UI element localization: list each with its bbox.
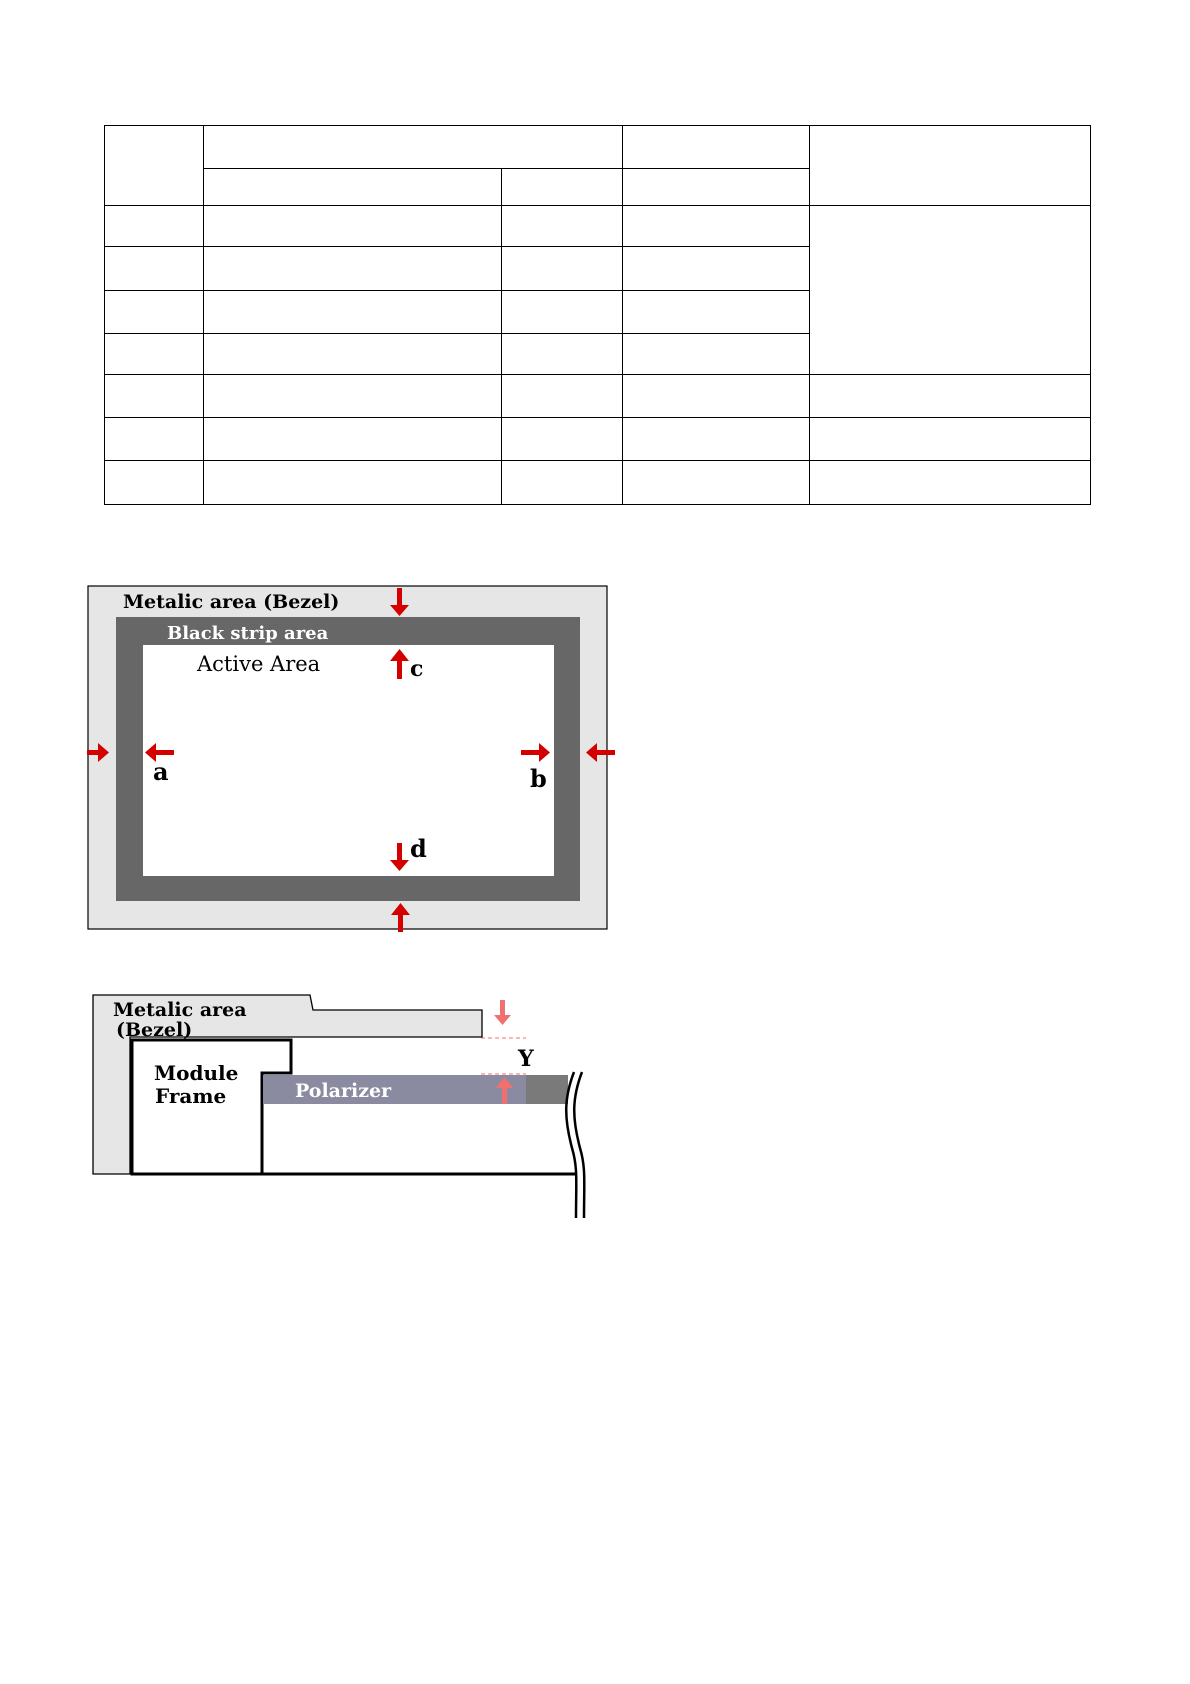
polarizer-label: Polarizer (295, 1080, 392, 1102)
table-cell (623, 206, 810, 247)
table-cell (204, 375, 502, 418)
spec-table (104, 125, 1091, 505)
table-cell (623, 334, 810, 375)
dimension-a-label: a (153, 757, 169, 786)
table-cell (105, 291, 204, 334)
table-cell (623, 126, 810, 169)
dimension-d-label: d (410, 834, 427, 863)
table-cell (623, 169, 810, 206)
panel-outline (262, 1104, 576, 1174)
table-cell (105, 126, 204, 206)
table-row (105, 375, 1091, 418)
table-cell (502, 169, 623, 206)
table-cell (204, 206, 502, 247)
active-area-label: Active Area (197, 652, 321, 676)
black-strip-label: Black strip area (167, 623, 329, 644)
table-row (105, 461, 1091, 505)
gap-arrow-top (494, 1000, 511, 1025)
table-cell (810, 375, 1091, 418)
table-cell (105, 375, 204, 418)
table-cell (105, 247, 204, 291)
table-row (105, 418, 1091, 461)
table-cell (623, 375, 810, 418)
module-frame-label-line2: Frame (155, 1084, 227, 1108)
table-cell (810, 461, 1091, 505)
table-header-row (105, 126, 1091, 169)
table-cell (204, 418, 502, 461)
table-cell (502, 291, 623, 334)
table-cell (502, 206, 623, 247)
table-cell (623, 291, 810, 334)
polarizer-end (526, 1075, 568, 1104)
table-cell (105, 461, 204, 505)
table-cell (502, 334, 623, 375)
table-cell (105, 206, 204, 247)
table-cell (623, 247, 810, 291)
table-cell (204, 126, 623, 169)
table-row (105, 206, 1091, 247)
table-cell (204, 169, 502, 206)
cross-section-diagram (86, 978, 616, 1228)
table-cell (105, 418, 204, 461)
dimension-b-label: b (530, 764, 547, 793)
table-cell (623, 461, 810, 505)
table-cell (810, 206, 1091, 375)
table-cell (810, 126, 1091, 206)
table-cell (204, 291, 502, 334)
table-cell (502, 375, 623, 418)
front-view-diagram (87, 585, 627, 935)
gap-y-label: Y (518, 1046, 534, 1072)
table-cell (810, 418, 1091, 461)
module-frame-label-line1: Module (154, 1061, 239, 1085)
table-cell (204, 461, 502, 505)
bezel-label-line2: (Bezel) (116, 1019, 193, 1041)
bezel-label: Metalic area (Bezel) (123, 591, 340, 613)
active-area (143, 645, 554, 876)
dimension-c-label: c (410, 656, 424, 682)
bezel-label-line1: Metalic area (113, 999, 247, 1021)
table-cell (502, 418, 623, 461)
table-cell (623, 418, 810, 461)
table-cell (204, 334, 502, 375)
table-cell (204, 247, 502, 291)
table-cell (105, 334, 204, 375)
table-cell (502, 247, 623, 291)
table-cell (502, 461, 623, 505)
